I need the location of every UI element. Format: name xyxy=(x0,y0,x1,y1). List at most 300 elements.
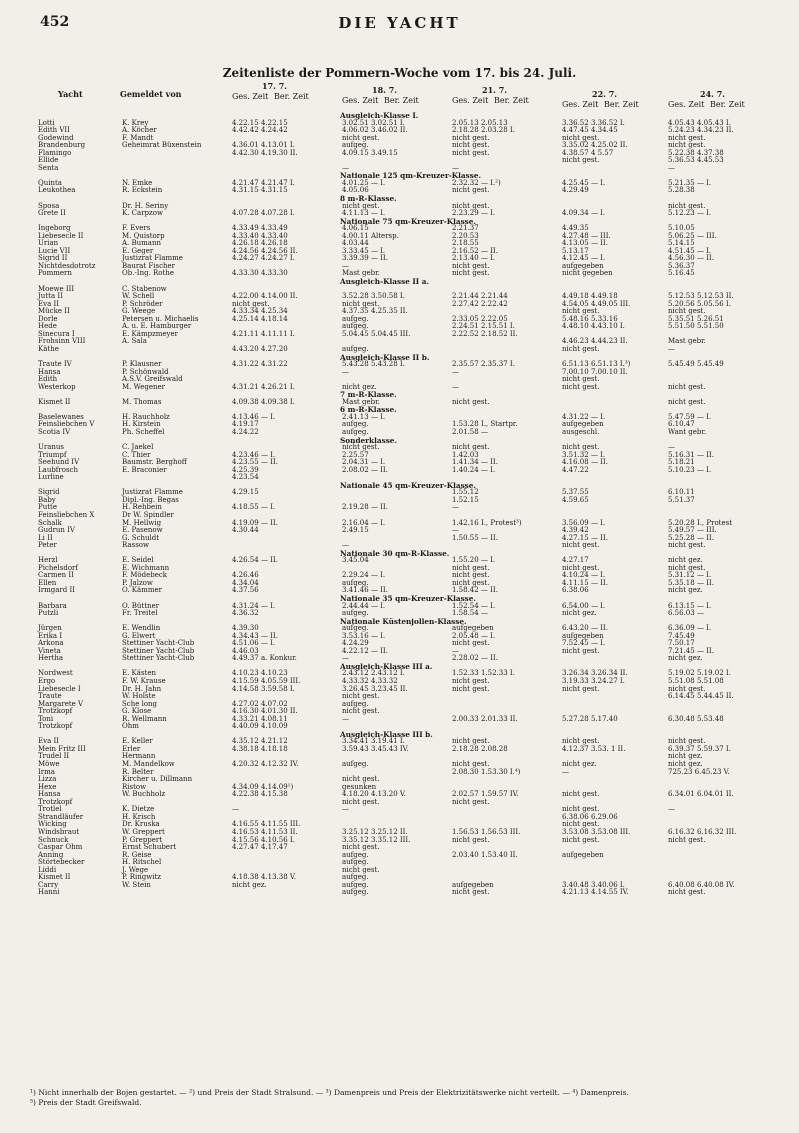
cell-22-7: 4.09.34 — I. xyxy=(562,209,606,218)
cell-18-7: 3.35.12 3.35.12 III. xyxy=(342,835,411,844)
cell-22-7: 5.13.17 xyxy=(562,246,589,255)
table-row xyxy=(0,187,799,195)
cell-18-7: nicht gez. xyxy=(342,382,377,391)
cell-24-7: nicht gest. xyxy=(668,684,706,693)
cell-yacht: Baby xyxy=(38,495,56,504)
cell-24-7: 5.25.28 — II. xyxy=(668,533,714,542)
cell-21-7: 1.56.53 1.56.53 III. xyxy=(452,827,521,836)
cell-24-7: nicht gest. xyxy=(668,835,706,844)
cell-17-7: 4.35.12 4.21.12 xyxy=(232,737,288,746)
cell-21-7: aufgegeben xyxy=(452,880,494,889)
table-row xyxy=(0,769,799,777)
cell-21-7: 2.22.52 2.18.52 II. xyxy=(452,329,518,338)
cell-gemeldet: W. Greppert xyxy=(122,827,165,836)
cell-yacht: Kismet II xyxy=(38,397,71,406)
cell-gemeldet: C. Jaekel xyxy=(122,443,154,452)
cell-17-7: 4.37.56 xyxy=(232,586,259,595)
cell-21-7: nicht gest. xyxy=(452,639,490,648)
cell-yacht: Senta xyxy=(38,163,59,172)
cell-21-7: aufgegeben xyxy=(452,624,494,633)
cell-17-7: 4.19.17 xyxy=(232,420,259,429)
cell-18-7: 4.06.15 xyxy=(342,224,369,233)
cell-24-7: 5.36.37 xyxy=(668,261,695,270)
cell-yacht: Lurline xyxy=(38,473,64,482)
cell-yacht: Edith xyxy=(38,375,58,384)
cell-gemeldet: Geheimrat Büxenstein xyxy=(122,141,202,150)
cell-gemeldet: Rassow xyxy=(122,541,149,550)
cell-18-7: nicht gest. xyxy=(342,775,380,784)
cell-18-7: aufgeg. xyxy=(342,322,369,331)
cell-17-7: nicht gez. xyxy=(232,880,267,889)
cell-17-7: — xyxy=(232,805,239,814)
cell-gemeldet: Dr W. Spindler xyxy=(122,510,174,519)
cell-18-7: 3.26.45 3.23.45 II. xyxy=(342,684,408,693)
cell-yacht: Sinecura I xyxy=(38,329,75,338)
page-number: 452 xyxy=(40,14,70,30)
cell-17-7: 4.31.15 4.31.15 xyxy=(232,186,288,195)
cell-24-7: — xyxy=(668,344,675,353)
cell-21-7: 2.08.30 1.53.30 I.⁴) xyxy=(452,767,521,776)
cell-21-7: 2.18.28 2.03.28 I. xyxy=(452,126,515,135)
cell-21-7: — xyxy=(452,367,459,376)
cell-yacht: Leukothea xyxy=(38,186,76,195)
cell-22-7: 3.19.33 3.24.27 I. xyxy=(562,677,625,686)
cell-18-7: aufgeg. xyxy=(342,624,369,633)
cell-24-7: nicht gest. xyxy=(668,563,706,572)
cell-21-7: 2.24.51 2.15.51 I. xyxy=(452,322,515,331)
cell-17-7: 4.33.49 4.33.49 xyxy=(232,224,288,233)
cell-17-7: nicht gest. xyxy=(232,299,270,308)
cell-17-7: 4.20.32 4.12.32 IV. xyxy=(232,760,299,769)
cell-yacht: Carry xyxy=(38,880,59,889)
cell-18-7: aufgeg. xyxy=(342,888,369,897)
cell-24-7: 5.18.21 xyxy=(668,458,695,467)
cell-21-7: 1.55.20 — I. xyxy=(452,556,496,565)
cell-24-7: 5.12.23 — I. xyxy=(668,209,712,218)
cell-21-7: nicht gest. xyxy=(452,269,490,278)
cell-gemeldet: A. Köcher xyxy=(122,126,157,135)
header-date-1: 17. 7. xyxy=(262,81,288,91)
cell-17-7: 4.34.04 xyxy=(232,578,259,587)
cell-gemeldet: P. Schröder xyxy=(122,299,163,308)
cell-gemeldet: M. Quistorp xyxy=(122,231,165,240)
cell-22-7: 4.13.05 — II. xyxy=(562,239,608,248)
cell-yacht: Nichtdesdotrotz xyxy=(38,261,96,270)
cell-18-7: — xyxy=(342,541,349,550)
cell-17-7: 4.16.55 4.11.55 III. xyxy=(232,820,301,829)
cell-17-7: 4.22.15 4.22.15 xyxy=(232,118,288,127)
cell-18-7: — xyxy=(342,805,349,814)
cell-gemeldet: P. Jalzow xyxy=(122,578,153,587)
table-row xyxy=(0,361,799,369)
cell-17-7: 4.23.55 — II. xyxy=(232,458,278,467)
cell-yacht: Ellide xyxy=(38,156,59,165)
cell-yacht: Lizza xyxy=(38,775,57,784)
cell-24-7: 6.10.11 xyxy=(668,488,695,497)
header-gz-4: Ges. Zeit xyxy=(562,100,599,109)
cell-gemeldet: Justizrat Flamme xyxy=(122,254,183,263)
cell-22-7: 4.54.05 4.49.05 III. xyxy=(562,299,631,308)
cell-yacht: Seehund IV xyxy=(38,458,80,467)
cell-22-7: nicht gest. xyxy=(562,790,600,799)
cell-gemeldet: Erler xyxy=(122,744,141,753)
cell-yacht: Grete II xyxy=(38,209,66,218)
cell-yacht: Trotlel xyxy=(38,805,62,814)
cell-yacht: Eva II xyxy=(38,737,59,746)
cell-22-7: 7.52.45 — I. xyxy=(562,639,606,648)
cell-17-7: 4.40.09 4.10.09 xyxy=(232,722,288,731)
cell-17-7: 4.46.03 xyxy=(232,646,259,655)
cell-21-7: 2.27.42 2.22.42 xyxy=(452,299,508,308)
cell-24-7: 5.10.23 — I. xyxy=(668,465,712,474)
cell-gemeldet: P. Greppert xyxy=(122,835,163,844)
cell-yacht: Putzli xyxy=(38,609,59,618)
cell-24-7: 6.40.08 6.40.08 IV. xyxy=(668,880,735,889)
cell-21-7: 2.35.57 2.35.37 I. xyxy=(452,360,515,369)
table-row xyxy=(0,791,799,799)
cell-22-7: 4.21.13 4.14.55 IV. xyxy=(562,888,629,897)
cell-18-7: aufgeg. xyxy=(342,858,369,867)
cell-22-7: 4.47.45 4.34.45 xyxy=(562,126,618,135)
cell-gemeldet: Ob.-Ing. Rothe xyxy=(122,269,174,278)
cell-21-7: 1.40.24 — I. xyxy=(452,465,496,474)
class-heading: Sonderklasse. xyxy=(340,435,397,445)
cell-21-7: 2.28.02 — II. xyxy=(452,654,498,663)
cell-18-7: nicht gest. xyxy=(342,299,380,308)
cell-yacht: Herzl xyxy=(38,556,58,565)
cell-18-7: 4.00.11 Altersp. xyxy=(342,231,399,240)
cell-17-7: 4.26.46 xyxy=(232,571,259,580)
cell-gemeldet: H. Ritschel xyxy=(122,858,162,867)
cell-24-7: 5.24.23 4.34.23 II. xyxy=(668,126,734,135)
cell-17-7: 4.14.58 3.59.58 I. xyxy=(232,684,295,693)
cell-24-7: — xyxy=(668,163,675,172)
cell-22-7: aufgegeben xyxy=(562,850,604,859)
cell-17-7: 4.29.15 xyxy=(232,488,259,497)
cell-21-7: nicht gest. xyxy=(452,760,490,769)
cell-24-7: 5.35.18 — II. xyxy=(668,578,714,587)
class-heading: Ausgleich-Klasse III b. xyxy=(340,729,433,739)
cell-18-7: 5.04.45 5.04.45 III. xyxy=(342,329,411,338)
cell-gemeldet: F. W. Krause xyxy=(122,677,166,686)
cell-22-7: 4.31.22 — I. xyxy=(562,412,606,421)
cell-24-7: 5.28.38 xyxy=(668,186,695,195)
cell-17-7: 4.23.46 — I. xyxy=(232,450,276,459)
cell-18-7: 4.37.35 4.25.35 II. xyxy=(342,307,408,316)
cell-18-7: 4.18.20 4.13.20 V. xyxy=(342,790,406,799)
cell-yacht: Mein Fritz III xyxy=(38,744,86,753)
cell-17-7: 4.19.09 — II. xyxy=(232,518,278,527)
cell-18-7: nicht gest. xyxy=(342,707,380,716)
cell-gemeldet: E. Kämpzmeyer xyxy=(122,329,178,338)
cell-yacht: Laubfrosch xyxy=(38,465,78,474)
class-heading: Ausgleich-Klasse I. xyxy=(340,111,419,120)
cell-yacht: Urian xyxy=(38,239,59,248)
table-row xyxy=(0,497,799,505)
cell-24-7: 4.56.30 — II. xyxy=(668,254,714,263)
cell-22-7: 3.40.48 3.40.06 I. xyxy=(562,880,625,889)
cell-yacht: Wicking xyxy=(38,820,67,829)
cell-yacht: Frohsinn VIII xyxy=(38,337,86,346)
cell-24-7: 5.47.59 — I. xyxy=(668,412,712,421)
cell-yacht: Baselewanes xyxy=(38,412,84,421)
cell-17-7: 4.21.47 4.21.47 I. xyxy=(232,178,295,187)
class-heading: Ausgleich-Klasse II b. xyxy=(340,352,430,362)
cell-22-7: 3.51.32 — I. xyxy=(562,450,606,459)
cell-24-7: nicht gest. xyxy=(668,141,706,150)
cell-18-7: 4.09.15 3.49.15 xyxy=(342,148,398,157)
cell-24-7: nicht gest. xyxy=(668,382,706,391)
cell-21-7: 1.42.03 xyxy=(452,450,479,459)
cell-22-7: aufgegeben xyxy=(562,420,604,429)
header-gz-2: Ges. Zeit xyxy=(342,96,379,105)
cell-22-7: 4.12.45 — I. xyxy=(562,254,606,263)
cell-22-7: nicht gez. xyxy=(562,609,597,618)
cell-yacht: Li II xyxy=(38,533,53,542)
cell-22-7: 6.38.06 xyxy=(562,586,589,595)
cell-18-7: aufgeg. xyxy=(342,873,369,882)
cell-17-7: 4.15.59 4.05.59 III. xyxy=(232,677,301,686)
cell-22-7: nicht gest. xyxy=(562,835,600,844)
cell-21-7: 2.00.33 2.01.33 II. xyxy=(452,714,518,723)
cell-22-7: nicht gest. xyxy=(562,307,600,316)
cell-17-7: 4.25.39 xyxy=(232,465,259,474)
cell-17-7: 4.26.54 — II. xyxy=(232,556,278,565)
class-heading: Nationale 30 qm-R-Klasse. xyxy=(340,548,450,558)
cell-17-7: 4.36.32 xyxy=(232,609,259,618)
cell-24-7: Mast gebr. xyxy=(668,337,706,346)
table-row xyxy=(0,844,799,852)
cell-gemeldet: Ph. Scheffel xyxy=(122,427,165,436)
cell-24-7: 5.51.50 5.51.50 xyxy=(668,322,724,331)
cell-yacht: Putte xyxy=(38,503,57,512)
cell-22-7: 5.27.28 5.17.40 xyxy=(562,714,618,723)
cell-yacht: Hanni xyxy=(38,888,60,897)
class-heading: 6 m-R-Klasse. xyxy=(340,405,397,415)
class-heading: Ausgleich-Klasse III a. xyxy=(340,661,433,671)
cell-yacht: Jutta II xyxy=(38,292,63,301)
cell-24-7: 5.16.45 xyxy=(668,269,695,278)
cell-18-7: aufgeg. xyxy=(342,141,369,150)
cell-22-7: aufgegeben xyxy=(562,631,604,640)
cell-17-7: 4.10.23 4.10.23 xyxy=(232,669,288,678)
cell-18-7: 3.34.41 3.19.41 I. xyxy=(342,737,405,746)
cell-17-7: 4.16.53 4.11.53 II. xyxy=(232,827,298,836)
cell-yacht: Kismet II xyxy=(38,873,71,882)
cell-24-7: 5.20.28 I., Protest xyxy=(668,518,733,527)
cell-22-7: 4.11.15 — II. xyxy=(562,578,608,587)
cell-22-7: nicht gest. xyxy=(562,375,600,384)
cell-24-7: nicht gest. xyxy=(668,541,706,550)
cell-gemeldet: H. Rauchholz xyxy=(122,412,170,421)
cell-22-7: — xyxy=(562,767,569,776)
cell-yacht: Barbara xyxy=(38,601,67,610)
cell-gemeldet: E. Kästen xyxy=(122,669,157,678)
cell-22-7: 3.36.52 3.36.52 I. xyxy=(562,118,625,127)
cell-gemeldet: W. Buchholz xyxy=(122,790,166,799)
cell-17-7: 4.42.42 4.24.42 xyxy=(232,126,288,135)
class-heading: 8 m-R-Klasse. xyxy=(340,194,397,204)
cell-yacht: Sposa xyxy=(38,201,60,210)
cell-18-7: nicht gest. xyxy=(342,201,380,210)
cell-18-7: 3.41.46 — II. xyxy=(342,586,388,595)
class-heading: Nationale 35 qm-Kreuzer-Klasse. xyxy=(340,594,476,603)
cell-22-7: nicht gest. xyxy=(562,646,600,655)
cell-17-7: 4.34.09 4.14.09¹) xyxy=(232,782,294,791)
cell-18-7: 4.03.44 xyxy=(342,239,369,248)
cell-yacht: Nordwest xyxy=(38,669,73,678)
header-bz-5: Ber. Zeit xyxy=(710,100,745,109)
cell-yacht: Dorle xyxy=(38,314,58,323)
header-bz-1: Ber. Zeit xyxy=(274,92,309,101)
cell-18-7: 2.41.13 — I. xyxy=(342,412,386,421)
cell-22-7: 3.56.09 — I. xyxy=(562,518,606,527)
cell-24-7: 6.10.47 xyxy=(668,420,695,429)
table-title: Zeitenliste der Pommern-Woche vom 17. bis 24. Juli. xyxy=(222,66,577,80)
cell-24-7: 5.19.02 5.19.02 I. xyxy=(668,669,731,678)
cell-21-7: nicht gest. xyxy=(452,797,490,806)
header-date-4: 22. 7. xyxy=(592,89,618,99)
cell-yacht: Mücke II xyxy=(38,307,70,316)
cell-gemeldet: G. Elwert xyxy=(122,631,156,640)
cell-yacht: Margarete V xyxy=(38,699,84,708)
table-row xyxy=(0,157,799,165)
cell-21-7: 2.18.28 2.08.28 xyxy=(452,744,508,753)
cell-22-7: ausgeschl. xyxy=(562,427,600,436)
cell-yacht: Möwe xyxy=(38,760,60,769)
cell-17-7: 4.31.24 — I. xyxy=(232,601,276,610)
table-row xyxy=(0,399,799,407)
cell-18-7: 5.43.28 5.43.28 I. xyxy=(342,360,405,369)
cell-21-7: nicht gest. xyxy=(452,684,490,693)
table-row xyxy=(0,806,799,814)
table-row xyxy=(0,384,799,392)
cell-gemeldet: R. Wellmann xyxy=(122,714,167,723)
cell-gemeldet: F. Evers xyxy=(122,224,151,233)
cell-24-7: nicht gez. xyxy=(668,654,703,663)
cell-22-7: 4.12.37 3.53. 1 II. xyxy=(562,744,626,753)
cell-21-7: nicht gest. xyxy=(452,397,490,406)
cell-24-7: 5.22.38 4.37.38 xyxy=(668,148,724,157)
cell-21-7: — xyxy=(452,526,459,535)
cell-21-7: nicht gest. xyxy=(452,571,490,580)
cell-24-7: 6.13.15 — I. xyxy=(668,601,712,610)
cell-21-7: 1.50.55 — II. xyxy=(452,533,498,542)
cell-22-7: 4.39.42 xyxy=(562,526,589,535)
table-row xyxy=(0,867,799,875)
cell-18-7: 2.04.31 — I. xyxy=(342,458,386,467)
cell-18-7: 4.05.06 xyxy=(342,186,369,195)
cell-24-7: 4.51.45 — I. xyxy=(668,246,712,255)
cell-21-7: nicht gest. xyxy=(452,261,490,270)
cell-yacht: Flamingo xyxy=(38,148,72,157)
cell-gemeldet: Fr. Treitel xyxy=(122,609,158,618)
cell-22-7: 4.25.45 — I. xyxy=(562,178,606,187)
cell-17-7: 4.26.18 4.26.18 xyxy=(232,239,288,248)
cell-gemeldet: A. Sala xyxy=(122,337,147,346)
cell-22-7: 6.51.13 6.51.13 I.³) xyxy=(562,360,631,369)
cell-21-7: 2.05.13 2.05.13 xyxy=(452,118,508,127)
cell-21-7: nicht gest. xyxy=(452,563,490,572)
cell-21-7: 2.32.32 — I.²) xyxy=(452,178,501,187)
cell-24-7: 4.05.43 4.05.43 I. xyxy=(668,118,731,127)
cell-18-7: 2.49.15 xyxy=(342,526,369,535)
cell-18-7: 2.25.57 xyxy=(342,450,369,459)
cell-21-7: 2.16.52 — II. xyxy=(452,246,498,255)
cell-yacht: Carmen II xyxy=(38,571,74,580)
cell-gemeldet: Ernst Schubert xyxy=(122,843,177,852)
cell-17-7: 4.18.55 — I. xyxy=(232,503,276,512)
cell-gemeldet: E. Wendlin xyxy=(122,624,161,633)
cell-18-7: 4.01.25 — I. xyxy=(342,178,386,187)
cell-17-7: 4.07.28 4.07.28 I. xyxy=(232,209,295,218)
cell-yacht: Trotzkopf xyxy=(38,707,73,716)
cell-17-7: 4.49.37 a. Konkur. xyxy=(232,654,297,663)
cell-24-7: 6.34.01 6.04.01 II. xyxy=(668,790,734,799)
table-row xyxy=(0,814,799,822)
cell-gemeldet: P. Ringwitz xyxy=(122,873,161,882)
cell-22-7: 5.48.16 5.33.16 xyxy=(562,314,618,323)
cell-18-7: aufgeg. xyxy=(342,880,369,889)
cell-gemeldet: K. Krey xyxy=(122,118,149,127)
cell-21-7: 1.52.54 — I. xyxy=(452,601,496,610)
table-row xyxy=(0,799,799,807)
cell-gemeldet: M. Thomas xyxy=(122,397,162,406)
cell-gemeldet: R. Eckstein xyxy=(122,186,163,195)
cell-24-7: nicht gest. xyxy=(668,201,706,210)
class-heading-row xyxy=(0,437,799,445)
cell-18-7: 2.29.24 — I. xyxy=(342,571,386,580)
cell-21-7: 2.03.40 1.53.40 II. xyxy=(452,850,518,859)
footnote-2: ⁵) Preis der Stadt Greifswald. xyxy=(30,1098,142,1107)
cell-22-7: 5.37.55 xyxy=(562,488,589,497)
table-row xyxy=(0,369,799,377)
cell-22-7: 4.16.08 — II. xyxy=(562,458,608,467)
cell-24-7: 5.49.57 — III. xyxy=(668,526,717,535)
cell-18-7: 2.43.12 2.43.12 I. xyxy=(342,669,405,678)
cell-gemeldet: M. Wegener xyxy=(122,382,166,391)
cell-22-7: 3.53.08 3.53.08 III. xyxy=(562,827,631,836)
cell-gemeldet: Justizrat Flamme xyxy=(122,488,183,497)
cell-21-7: nicht gest. xyxy=(452,148,490,157)
class-heading: Ausgleich-Klasse II a. xyxy=(340,277,430,287)
cell-17-7: 4.23.54 xyxy=(232,473,259,482)
table-row xyxy=(0,776,799,784)
cell-yacht: Windsbraut xyxy=(38,827,80,836)
cell-yacht: Feinsliebchen X xyxy=(38,510,95,519)
cell-17-7: 4.27.47 4.17.47 xyxy=(232,843,288,852)
cell-gemeldet: E. Seidel xyxy=(122,556,154,565)
cell-gemeldet: H. Kirstein xyxy=(122,420,161,429)
cell-gemeldet: C. Stabenow xyxy=(122,284,167,293)
cell-17-7: 4.38.18 4.18.18 xyxy=(232,744,288,753)
cell-yacht: Godewind xyxy=(38,133,74,142)
cell-gemeldet: O. Kämmer xyxy=(122,586,162,595)
cell-gemeldet: Petersen u. Michaelis xyxy=(122,314,199,323)
cell-18-7: aufgeg. xyxy=(342,760,369,769)
cell-18-7: 2.08.02 — II. xyxy=(342,465,388,474)
cell-17-7: 4.33.34 4.25.34 xyxy=(232,307,288,316)
cell-24-7: 5.12.53 5.12.53 II. xyxy=(668,292,734,301)
cell-22-7: 4.46.23 4.44.23 II. xyxy=(562,337,628,346)
cell-gemeldet: Hermann xyxy=(122,752,156,761)
cell-yacht: Uranus xyxy=(38,443,65,452)
cell-17-7: 4.51.06 — I. xyxy=(232,639,276,648)
class-heading: Nationale 45 qm-Kreuzer-Klasse. xyxy=(340,480,476,490)
cell-24-7: 725.23 6.45.23 V. xyxy=(668,767,730,776)
cell-yacht: Trotzkopf xyxy=(38,797,73,806)
cell-gemeldet: F. Mödebeck xyxy=(122,571,168,580)
